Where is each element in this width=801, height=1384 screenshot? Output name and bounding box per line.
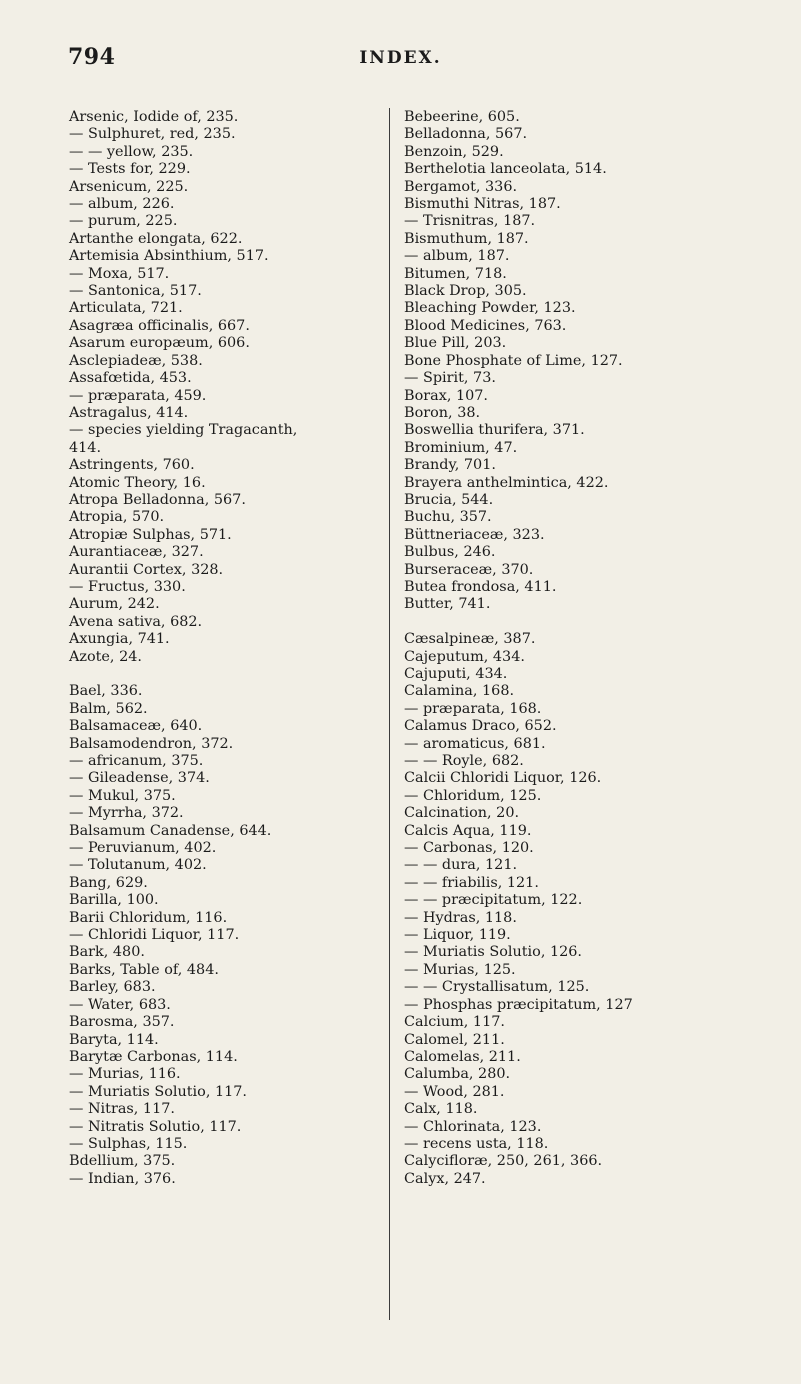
- index-entry: — Water, 683.: [69, 996, 171, 1013]
- index-entry: Calamus Draco, 652.: [404, 718, 557, 735]
- index-entry: Atomic Theory, 16.: [69, 474, 206, 491]
- section-gap: [69, 666, 387, 683]
- index-entry: Bismuthi Nitras, 187.: [404, 196, 561, 213]
- index-entry: — — Crystallisatum, 125.: [404, 979, 590, 996]
- index-entry: — aromaticus, 681.: [404, 735, 546, 752]
- index-entry: Benzoin, 529.: [404, 143, 504, 160]
- index-entry: Butter, 741.: [404, 596, 491, 613]
- index-entry: Arsenic, Iodide of, 235.: [69, 109, 239, 125]
- index-entry: Balsamodendron, 372.: [69, 735, 234, 752]
- index-entry: — species yielding Tragacanth,: [69, 422, 298, 439]
- index-column-left: [69, 109, 387, 1188]
- page-header: [0, 44, 801, 84]
- index-entry: Belladonna, 567.: [404, 126, 528, 143]
- index-entry: Barosma, 357.: [69, 1014, 175, 1031]
- section-gap: [404, 614, 794, 631]
- index-entry: — Moxa, 517.: [69, 265, 170, 282]
- index-entry: — Carbonas, 120.: [404, 840, 534, 857]
- index-entry: — Murias, 125.: [404, 961, 516, 978]
- index-entry: Balsamum Canadense, 644.: [69, 822, 272, 839]
- index-entry: Blood Medicines, 763.: [404, 317, 567, 334]
- index-entry: Artanthe elongata, 622.: [69, 230, 243, 247]
- index-entry: Büttneriaceæ, 323.: [404, 526, 545, 543]
- index-entry: Aurantiaceæ, 327.: [69, 544, 204, 561]
- index-entry: Asarum europæum, 606.: [69, 335, 250, 352]
- index-entry: Borax, 107.: [404, 387, 489, 404]
- index-entry: — Sulphas, 115.: [69, 1135, 188, 1152]
- index-entry: — Santonica, 517.: [69, 283, 202, 300]
- index-entry: Barilla, 100.: [69, 892, 159, 909]
- index-entry: — Fructus, 330.: [69, 578, 186, 595]
- index-entry: Calomel, 211.: [404, 1031, 505, 1048]
- index-entry: Asclepiadeæ, 538.: [69, 352, 203, 369]
- index-entry: — præparata, 459.: [69, 387, 207, 404]
- index-entry: Boron, 38.: [404, 404, 481, 421]
- index-entry: Calycifloræ, 250, 261, 366.: [404, 1153, 603, 1170]
- index-entry: Brucia, 544.: [404, 491, 494, 508]
- index-entry: — Chloridi Liquor, 117.: [69, 927, 240, 944]
- index-entry: Calomelas, 211.: [404, 1048, 521, 1065]
- index-entry: Butea frondosa, 411.: [404, 578, 557, 595]
- running-head: INDEX.: [359, 48, 442, 68]
- index-entry: Bismuthum, 187.: [404, 230, 529, 247]
- index-entry: Bebeerine, 605.: [404, 109, 520, 125]
- index-entry: Cæsalpineæ, 387.: [404, 631, 536, 648]
- index-entry: — Nitras, 117.: [69, 1101, 175, 1118]
- index-entry: — Phosphas præcipitatum, 127: [404, 996, 633, 1013]
- index-entry: Barii Chloridum, 116.: [69, 909, 228, 926]
- index-entry: — Muriatis Solutio, 126.: [404, 944, 583, 961]
- index-entry: Assafœtida, 453.: [69, 370, 192, 387]
- index-entry: — — Royle, 682.: [404, 753, 524, 770]
- index-entry: Calcii Chloridi Liquor, 126.: [404, 770, 602, 787]
- index-entry: Balm, 562.: [69, 700, 148, 717]
- index-entry: — — dura, 121.: [404, 857, 518, 874]
- index-entry: Bone Phosphate of Lime, 127.: [404, 352, 623, 369]
- index-entry: — Spirit, 73.: [404, 370, 496, 387]
- index-entry: Arsenicum, 225.: [69, 178, 189, 195]
- index-entry: — album, 226.: [69, 196, 175, 213]
- index-entry: — Chloridum, 125.: [404, 787, 542, 804]
- index-column-right: [404, 109, 794, 1188]
- index-entry: — Tolutanum, 402.: [69, 857, 207, 874]
- index-entry: — — præcipitatum, 122.: [404, 892, 583, 909]
- index-entry: Calcis Aqua, 119.: [404, 822, 532, 839]
- index-entry: — Peruvianum, 402.: [69, 840, 217, 857]
- index-entry: — Liquor, 119.: [404, 927, 511, 944]
- index-entry: Articulata, 721.: [69, 300, 183, 317]
- index-entry: Bulbus, 246.: [404, 544, 496, 561]
- index-entry: Brandy, 701.: [404, 457, 496, 474]
- index-entry: Boswellia thurifera, 371.: [404, 422, 585, 439]
- index-entry: Aurum, 242.: [69, 596, 160, 613]
- index-entry: Bang, 629.: [69, 874, 148, 891]
- index-entry: Bael, 336.: [69, 683, 143, 700]
- index-entry: Atropa Belladonna, 567.: [69, 491, 246, 508]
- index-entry: — Myrrha, 372.: [69, 805, 184, 822]
- index-entry: Brayera anthelmintica, 422.: [404, 474, 609, 491]
- index-entry: Calcium, 117.: [404, 1014, 505, 1031]
- index-entry: Atropiæ Sulphas, 571.: [69, 526, 232, 543]
- index-entry: Baryta, 114.: [69, 1031, 159, 1048]
- index-entry: Artemisia Absinthium, 517.: [69, 248, 269, 265]
- index-entry: — Trisnitras, 187.: [404, 213, 536, 230]
- column-divider: [389, 108, 390, 1320]
- index-entry: Brominium, 47.: [404, 439, 518, 456]
- index-entry: — — yellow, 235.: [69, 143, 194, 160]
- index-entry: Calcination, 20.: [404, 805, 520, 822]
- index-entry: Atropia, 570.: [69, 509, 165, 526]
- index-entry: Burseraceæ, 370.: [404, 561, 534, 578]
- index-entry: Calyx, 247.: [404, 1170, 486, 1187]
- index-entry: — africanum, 375.: [69, 753, 204, 770]
- index-entry: Cajeputum, 434.: [404, 648, 525, 665]
- index-entry: Calumba, 280.: [404, 1066, 511, 1083]
- index-entry: — Nitratis Solutio, 117.: [69, 1118, 242, 1135]
- index-entry: Cajuputi, 434.: [404, 665, 508, 682]
- index-entry: — Wood, 281.: [404, 1083, 505, 1100]
- index-entry: Bitumen, 718.: [404, 265, 507, 282]
- index-entry: Astragalus, 414.: [69, 404, 189, 421]
- index-entry: — recens usta, 118.: [404, 1135, 549, 1152]
- index-entry: — Hydras, 118.: [404, 909, 517, 926]
- index-entry: Barley, 683.: [69, 979, 156, 996]
- index-entry: Asagræa officinalis, 667.: [69, 317, 250, 334]
- index-entry: Black Drop, 305.: [404, 283, 527, 300]
- index-entry: Calx, 118.: [404, 1101, 478, 1118]
- index-entry: — Tests for, 229.: [69, 161, 191, 178]
- index-entry: Bdellium, 375.: [69, 1153, 176, 1170]
- index-entry: — Chlorinata, 123.: [404, 1118, 542, 1135]
- index-entry: — Muriatis Solutio, 117.: [69, 1083, 248, 1100]
- index-entry: — Sulphuret, red, 235.: [69, 126, 236, 143]
- page-number: 794: [68, 44, 116, 70]
- index-entry: — Murias, 116.: [69, 1066, 181, 1083]
- index-entry: Astringents, 760.: [69, 457, 195, 474]
- index-entry: Aurantii Cortex, 328.: [69, 561, 224, 578]
- index-entry: — Gileadense, 374.: [69, 770, 210, 787]
- index-entry: Berthelotia lanceolata, 514.: [404, 161, 607, 178]
- index-entry: — purum, 225.: [69, 213, 178, 230]
- index-entry: Buchu, 357.: [404, 509, 492, 526]
- index-entry: Azote, 24.: [69, 648, 142, 665]
- index-entry: — Indian, 376.: [69, 1170, 176, 1187]
- index-entry: 414.: [69, 439, 102, 456]
- index-entry: — Mukul, 375.: [69, 787, 176, 804]
- index-entry: Barytæ Carbonas, 114.: [69, 1048, 238, 1065]
- index-entry: — præparata, 168.: [404, 700, 542, 717]
- index-entry: Bleaching Powder, 123.: [404, 300, 576, 317]
- index-entry: — — friabilis, 121.: [404, 874, 539, 891]
- index-entry: Balsamaceæ, 640.: [69, 718, 203, 735]
- index-entry: Barks, Table of, 484.: [69, 961, 219, 978]
- index-entry: Bergamot, 336.: [404, 178, 518, 195]
- index-entry: Calamina, 168.: [404, 683, 515, 700]
- index-entry: — album, 187.: [404, 248, 510, 265]
- index-entry: Axungia, 741.: [69, 631, 170, 648]
- index-entry: Blue Pill, 203.: [404, 335, 507, 352]
- index-entry: Avena sativa, 682.: [69, 613, 203, 630]
- index-entry: Bark, 480.: [69, 944, 145, 961]
